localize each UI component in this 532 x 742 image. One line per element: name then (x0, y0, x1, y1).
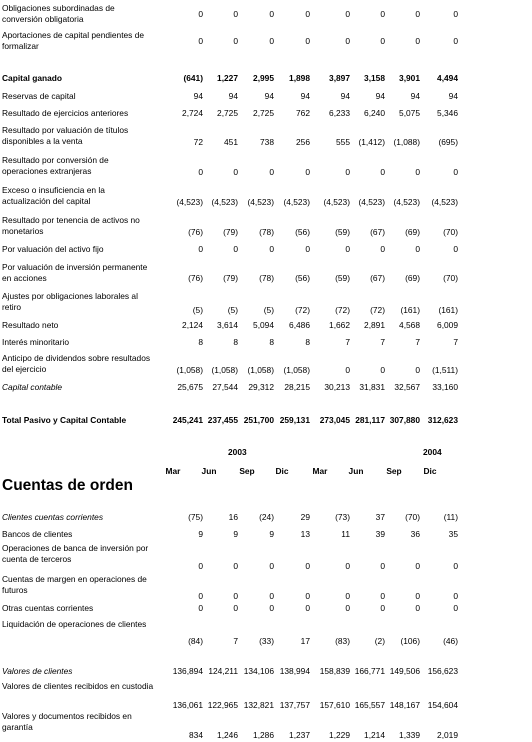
bottom-row-value: (75) (188, 512, 203, 522)
top-row-label: Capital ganado (2, 73, 63, 83)
bottom-row-value: 9 (233, 529, 238, 539)
bottom-row-value: (84) (188, 636, 203, 646)
top-row-value: 0 (198, 244, 203, 254)
month-header: Mar (165, 466, 181, 476)
bottom-row-value: 16 (228, 512, 238, 522)
top-row-value: (1,058) (176, 365, 203, 375)
bottom-row-value: 158,839 (319, 666, 350, 676)
top-row-value: (4,523) (247, 197, 274, 207)
bottom-row-value: (83) (335, 636, 350, 646)
top-row-value: (5) (263, 305, 274, 315)
bottom-row-value: 0 (453, 603, 458, 613)
top-row-value: (4,523) (176, 197, 203, 207)
top-row-value: 0 (345, 36, 350, 46)
top-row-label: Resultado por conversión de operaciones extranjeras (2, 155, 109, 176)
top-row-label: Resultado neto (2, 320, 59, 330)
top-row-value: 7 (415, 337, 420, 347)
top-row-value: (56) (295, 273, 310, 283)
top-row-value: 307,880 (389, 415, 420, 425)
top-row-value: 32,567 (394, 382, 420, 392)
month-header: Jun (348, 466, 364, 476)
bottom-row-value: 0 (380, 561, 385, 571)
bottom-row-value: 0 (269, 561, 274, 571)
bottom-row-value: 122,965 (207, 700, 238, 710)
top-row-value: (4,523) (431, 197, 458, 207)
bottom-row-value: 834 (189, 730, 203, 740)
year-header-2003: 2003 (228, 447, 247, 457)
top-row-value: (4,523) (393, 197, 420, 207)
top-row-value: 29,312 (248, 382, 274, 392)
bottom-row-value: 1,246 (217, 730, 238, 740)
year-header-2004: 2004 (423, 447, 442, 457)
bottom-row-value: 11 (341, 529, 350, 539)
top-row-value: 2,891 (364, 320, 385, 330)
bottom-row-value: 0 (380, 591, 385, 601)
top-row-value: 1,662 (329, 320, 350, 330)
section-title: Cuentas de orden (2, 477, 133, 494)
top-row-value: 6,233 (329, 108, 350, 118)
bottom-row-value: 166,771 (354, 666, 385, 676)
top-row-value: 25,675 (177, 382, 203, 392)
bottom-row-value: 136,061 (172, 700, 203, 710)
top-row-value: 72 (193, 137, 203, 147)
top-row-value: 4,494 (437, 73, 458, 83)
month-header: Jun (201, 466, 217, 476)
top-row-value: (78) (259, 227, 274, 237)
top-row-value: 0 (453, 9, 458, 19)
bottom-row-value: 134,106 (243, 666, 274, 676)
top-row-value: 0 (198, 167, 203, 177)
top-row-value: 0 (453, 167, 458, 177)
bottom-row-label: Clientes cuentas corrientes (2, 512, 104, 522)
top-row-value: 2,725 (253, 108, 274, 118)
top-row-value: 0 (345, 365, 350, 375)
top-row-value: 0 (345, 9, 350, 19)
top-row-value: 2,724 (182, 108, 203, 118)
top-row-value: 0 (233, 167, 238, 177)
bottom-row-value: 136,894 (172, 666, 203, 676)
top-row-value: 94 (264, 91, 274, 101)
top-row-value: 94 (300, 91, 310, 101)
top-row-value: 94 (448, 91, 458, 101)
top-row-value: (1,058) (283, 365, 310, 375)
top-row-value: (5) (227, 305, 238, 315)
top-row-value: 94 (340, 91, 350, 101)
top-row-value: (76) (188, 227, 203, 237)
bottom-row-value: 1,229 (329, 730, 350, 740)
top-row-value: (4,523) (211, 197, 238, 207)
bottom-row-value: (24) (259, 512, 274, 522)
top-row-value: 251,700 (243, 415, 274, 425)
top-row-value: 0 (380, 167, 385, 177)
top-row-value: (4,523) (323, 197, 350, 207)
bottom-row-label: Otras cuentas corrientes (2, 603, 94, 613)
month-header: Dic (275, 466, 289, 476)
bottom-row-value: 156,623 (427, 666, 458, 676)
bottom-row-value: 36 (410, 529, 420, 539)
top-row-value: 5,075 (399, 108, 420, 118)
top-row-value: 0 (345, 244, 350, 254)
top-row-value: (67) (370, 227, 385, 237)
top-row-value: (59) (335, 227, 350, 237)
bottom-row-value: 165,557 (354, 700, 385, 710)
top-row-label: Obligaciones subordinadas de conversión obligatoria (2, 3, 115, 24)
bottom-row-value: 1,339 (399, 730, 420, 740)
top-row-value: 273,045 (319, 415, 350, 425)
bottom-row-value: 35 (448, 529, 458, 539)
top-row-value: (69) (405, 227, 420, 237)
top-row-value: 0 (380, 365, 385, 375)
bottom-row-value: 2,019 (437, 730, 458, 740)
top-row-value: 762 (296, 108, 310, 118)
top-row-value: 31,831 (359, 382, 385, 392)
bottom-row-value: 157,610 (319, 700, 350, 710)
month-header: Sep (239, 466, 255, 476)
top-row-value: 0 (380, 9, 385, 19)
top-row-value: (59) (335, 273, 350, 283)
top-row-value: 27,544 (212, 382, 238, 392)
top-row-value: (4,523) (283, 197, 310, 207)
top-row-value: (1,511) (432, 365, 458, 375)
top-row-label: Por valuación de inversión permanente en acciones (2, 262, 148, 283)
top-row-value: 7 (453, 337, 458, 347)
top-row-value: (72) (295, 305, 310, 315)
bottom-row-value: 39 (375, 529, 385, 539)
bottom-row-label: Operaciones de banca de inversión por cuenta de terceros (2, 543, 149, 564)
bottom-row-value: 0 (415, 561, 420, 571)
top-row-value: 1,898 (289, 73, 310, 83)
top-row-value: 28,215 (284, 382, 310, 392)
month-header: Sep (386, 466, 402, 476)
top-row-value: (695) (438, 137, 458, 147)
top-row-value: (4,523) (358, 197, 385, 207)
top-row-value: 3,614 (217, 320, 238, 330)
top-row-value: (79) (223, 227, 238, 237)
bottom-row-label: Liquidación de operaciones de clientes (2, 619, 147, 629)
bottom-row-value: 0 (415, 603, 420, 613)
top-row-value: 0 (198, 36, 203, 46)
top-row-value: 30,213 (324, 382, 350, 392)
bottom-row-value: (70) (405, 512, 420, 522)
bottom-row-label: Valores de clientes recibidos en custodia (2, 681, 154, 691)
top-row-value: 0 (453, 36, 458, 46)
top-row-value: (5) (192, 305, 203, 315)
top-row-value: 2,995 (253, 73, 274, 83)
bottom-row-value: 0 (305, 603, 310, 613)
top-row-value: 1,227 (217, 73, 238, 83)
bottom-row-value: 138,994 (279, 666, 310, 676)
top-row-value: 4,568 (399, 320, 420, 330)
top-row-value: 2,124 (182, 320, 203, 330)
top-row-value: 259,131 (279, 415, 310, 425)
top-row-value: 0 (269, 167, 274, 177)
month-header: Mar (312, 466, 328, 476)
bottom-row-value: 124,211 (208, 666, 238, 676)
top-row-value: 5,346 (437, 108, 458, 118)
top-row-value: 2,725 (217, 108, 238, 118)
bottom-row-value: 37 (375, 512, 385, 522)
bottom-row-label: Valores de clientes (2, 666, 73, 676)
top-row-value: (70) (443, 273, 458, 283)
top-row-value: 94 (375, 91, 385, 101)
bottom-row-value: 0 (305, 561, 310, 571)
top-row-value: (1,058) (211, 365, 238, 375)
top-row-value: 33,160 (432, 382, 458, 392)
top-row-label: Exceso o insuficiencia en la actualización del capital (2, 185, 105, 206)
bottom-row-value: 0 (380, 603, 385, 613)
top-row-value: (76) (188, 273, 203, 283)
bottom-row-value: 7 (233, 636, 238, 646)
bottom-row-value: 9 (269, 529, 274, 539)
top-row-value: 0 (233, 244, 238, 254)
top-row-value: 0 (233, 36, 238, 46)
bottom-row-value: 29 (300, 512, 310, 522)
top-row-label: Anticipo de dividendos sobre resultados del ejercicio (2, 353, 151, 374)
bottom-row-value: 17 (300, 636, 310, 646)
bottom-row-value: 1,286 (253, 730, 274, 740)
bottom-row-value: 132,821 (243, 700, 274, 710)
top-row-value: 245,241 (172, 415, 203, 425)
bottom-row-value: (2) (374, 636, 385, 646)
top-row-value: 0 (345, 167, 350, 177)
bottom-row-value: (46) (443, 636, 458, 646)
top-row-label: Resultado por valuación de títulos disponibles a la venta (2, 125, 129, 146)
top-row-value: (72) (370, 305, 385, 315)
top-row-label: Capital contable (2, 382, 63, 392)
top-row-value: 94 (193, 91, 203, 101)
bottom-row-value: 0 (415, 591, 420, 601)
bottom-row-label: Cuentas de margen en operaciones de futuros (2, 574, 147, 595)
top-row-value: 0 (269, 244, 274, 254)
bottom-row-value: 0 (305, 591, 310, 601)
top-row-value: (161) (438, 305, 458, 315)
top-row-label: Por valuación del activo fijo (2, 244, 104, 254)
top-row-value: 8 (233, 337, 238, 347)
top-row-value: 0 (269, 36, 274, 46)
top-row-value: (1,088) (393, 137, 420, 147)
top-row-value: 0 (415, 365, 420, 375)
bottom-row-value: 0 (269, 591, 274, 601)
top-row-value: (79) (223, 273, 238, 283)
bottom-row-value: 0 (233, 603, 238, 613)
top-row-value: 0 (415, 9, 420, 19)
bottom-row-value: (33) (259, 636, 274, 646)
top-row-value: 6,486 (289, 320, 310, 330)
bottom-row-value: 148,167 (389, 700, 420, 710)
top-row-value: (78) (259, 273, 274, 283)
top-row-value: (1,058) (247, 365, 274, 375)
top-row-value: 5,094 (253, 320, 274, 330)
bottom-row-value: 1,214 (364, 730, 385, 740)
top-row-value: 0 (269, 9, 274, 19)
top-row-value: 7 (345, 337, 350, 347)
top-row-value: (70) (443, 227, 458, 237)
top-row-value: 0 (453, 244, 458, 254)
top-row-label: Total Pasivo y Capital Contable (2, 415, 127, 425)
top-row-value: 0 (233, 9, 238, 19)
bottom-row-value: 137,757 (279, 700, 310, 710)
top-row-value: 281,117 (355, 415, 385, 425)
top-row-value: 237,455 (207, 415, 238, 425)
bottom-row-value: 0 (453, 591, 458, 601)
top-row-value: 0 (305, 167, 310, 177)
top-row-value: 0 (305, 244, 310, 254)
bottom-row-value: 0 (198, 603, 203, 613)
top-row-value: 3,901 (399, 73, 420, 83)
top-row-label: Interés minoritario (2, 337, 70, 347)
bottom-row-value: 0 (198, 561, 203, 571)
top-row-value: 0 (415, 36, 420, 46)
top-row-value: (72) (335, 305, 350, 315)
top-row-value: 0 (305, 36, 310, 46)
top-row-label: Ajustes por obligaciones laborales al retiro (2, 291, 138, 312)
top-row-value: 738 (260, 137, 274, 147)
top-row-label: Reservas de capital (2, 91, 76, 101)
bottom-row-value: 0 (233, 561, 238, 571)
bottom-row-value: 13 (300, 529, 310, 539)
bottom-row-value: 0 (345, 591, 350, 601)
bottom-row-value: 0 (269, 603, 274, 613)
top-row-value: 94 (228, 91, 238, 101)
bottom-row-value: (73) (335, 512, 350, 522)
top-row-value: (56) (295, 227, 310, 237)
top-row-value: 0 (380, 244, 385, 254)
top-row-value: (69) (405, 273, 420, 283)
top-row-value: 0 (198, 9, 203, 19)
bottom-row-value: 1,237 (289, 730, 310, 740)
top-row-value: 451 (224, 137, 238, 147)
bottom-row-value: 0 (233, 591, 238, 601)
top-row-value: (1,412) (358, 137, 385, 147)
top-row-value: 3,158 (364, 73, 385, 83)
top-row-value: 3,897 (329, 73, 350, 83)
top-row-value: 8 (305, 337, 310, 347)
top-row-value: 0 (415, 167, 420, 177)
top-row-value: 0 (305, 9, 310, 19)
top-row-value: 256 (296, 137, 310, 147)
bottom-row-value: 0 (453, 561, 458, 571)
top-row-value: (67) (370, 273, 385, 283)
top-row-value: 312,623 (427, 415, 458, 425)
top-row-value: 8 (198, 337, 203, 347)
bottom-row-value: 149,506 (389, 666, 420, 676)
top-row-value: 555 (336, 137, 350, 147)
top-row-label: Aportaciones de capital pendientes de formalizar (2, 30, 145, 51)
bottom-row-value: (11) (443, 512, 458, 522)
bottom-row-label: Bancos de clientes (2, 529, 73, 539)
top-row-value: 7 (380, 337, 385, 347)
bottom-row-value: 154,604 (427, 700, 458, 710)
top-row-value: (641) (183, 73, 203, 83)
bottom-row-value: 9 (198, 529, 203, 539)
top-row-label: Resultado de ejercicios anteriores (2, 108, 129, 118)
top-row-value: 8 (269, 337, 274, 347)
top-row-label: Resultado por tenencia de activos no monetarios (2, 215, 140, 236)
top-row-value: 6,240 (364, 108, 385, 118)
bottom-row-value: 0 (198, 591, 203, 601)
bottom-row-label: Valores y documentos recibidos en garantía (2, 711, 132, 732)
top-row-value: 0 (415, 244, 420, 254)
top-row-value: 94 (410, 91, 420, 101)
month-header: Dic (423, 466, 437, 476)
top-row-value: 0 (380, 36, 385, 46)
bottom-row-value: 0 (345, 561, 350, 571)
top-row-value: (161) (400, 305, 420, 315)
bottom-row-value: (106) (400, 636, 420, 646)
top-row-value: 6,009 (437, 320, 458, 330)
bottom-row-value: 0 (345, 603, 350, 613)
